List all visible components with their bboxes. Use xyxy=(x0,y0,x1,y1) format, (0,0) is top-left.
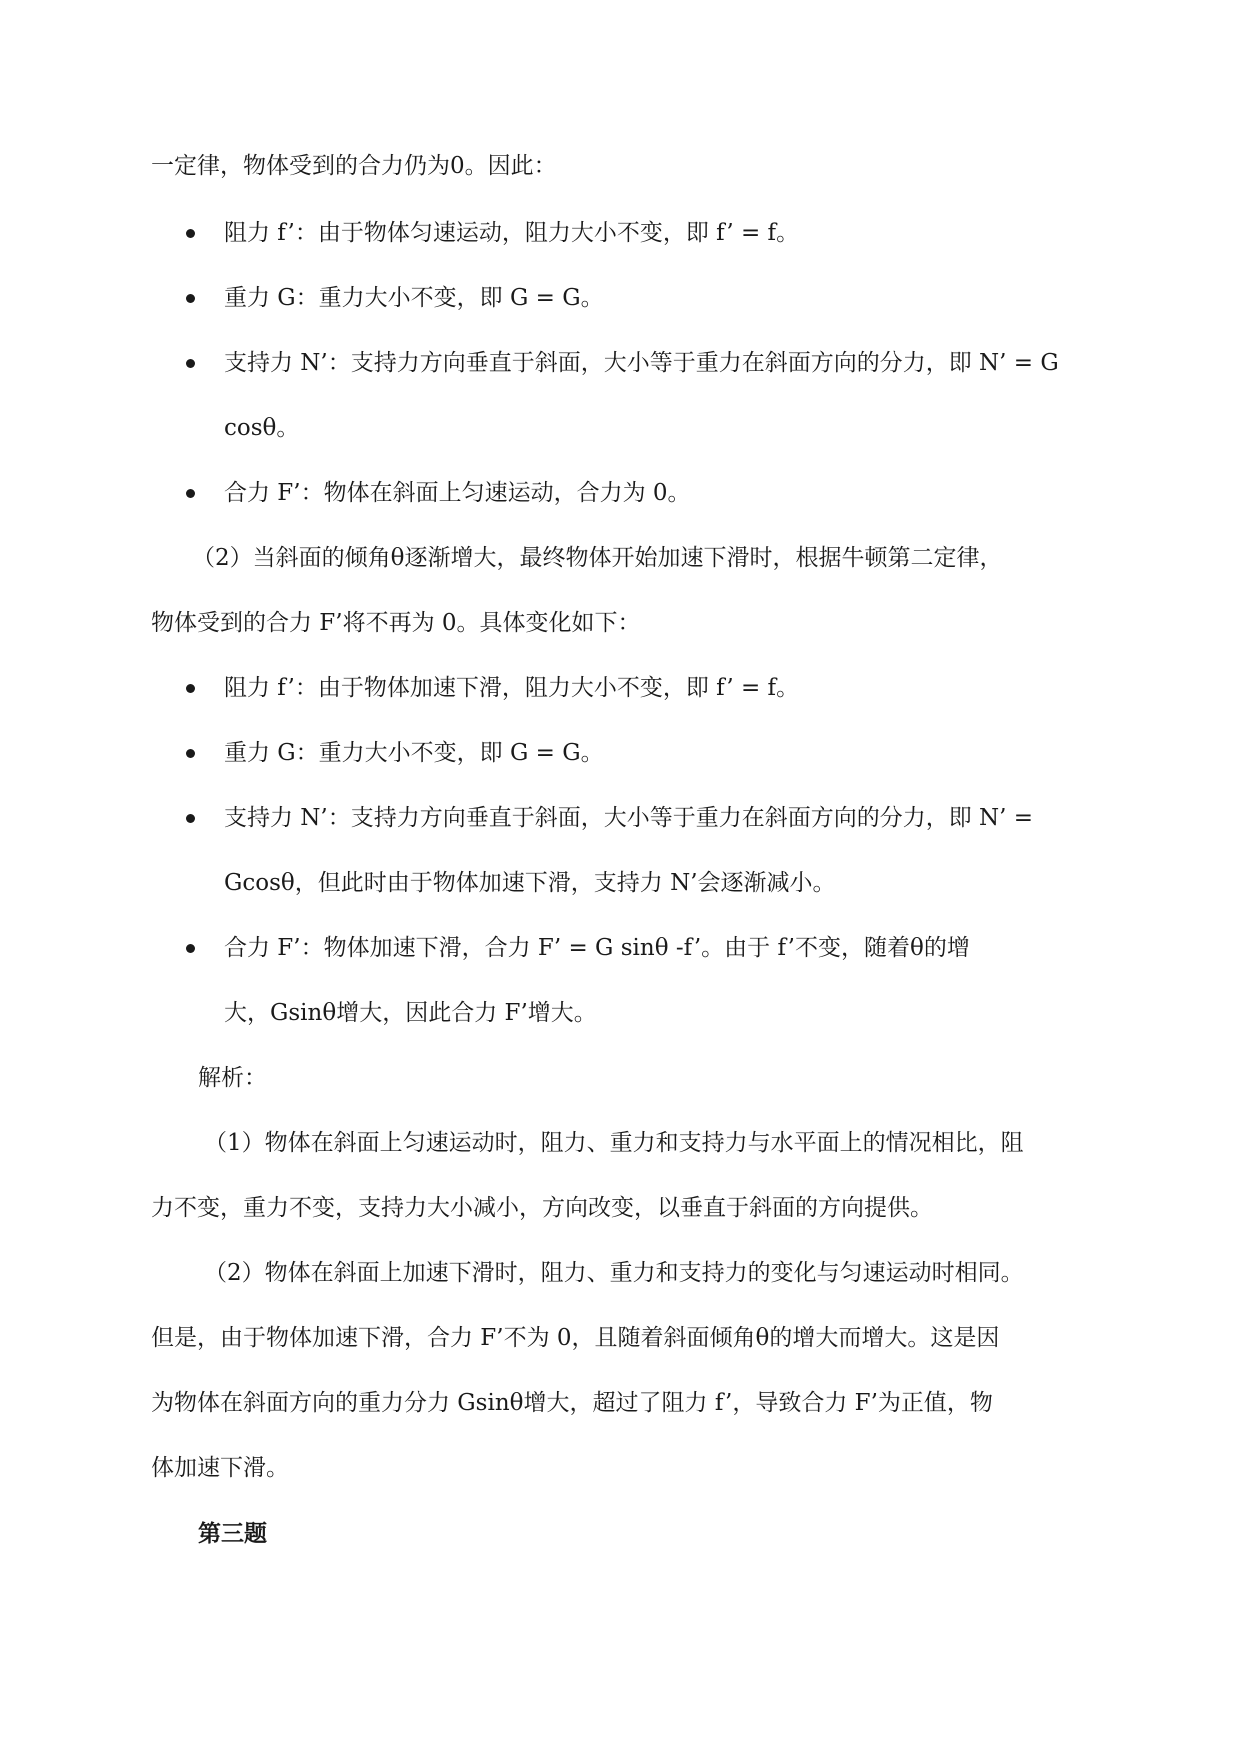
bullet-dot xyxy=(186,229,195,238)
bullet-line: 重力 G：重力大小不变，即 G = G。 xyxy=(224,285,604,311)
bullet-dot xyxy=(186,294,195,303)
paragraph-line: 一定律，物体受到的合力仍为0。因此： xyxy=(151,153,557,179)
bullet-line-continuation: Gcosθ，但此时由于物体加速下滑，支持力 N’会逐渐减小。 xyxy=(224,870,836,896)
paragraph-line: 物体受到的合力 F’将不再为 0。具体变化如下： xyxy=(151,610,641,636)
bullet-dot xyxy=(186,944,195,953)
bullet-line: 重力 G：重力大小不变，即 G = G。 xyxy=(224,740,604,766)
bullet-line: 支持力 N’：支持力方向垂直于斜面，大小等于重力在斜面方向的分力，即 N’ = xyxy=(224,805,1034,831)
paragraph-line: 体加速下滑。 xyxy=(151,1455,289,1481)
bullet-line: 阻力 f’：由于物体匀速运动，阻力大小不变，即 f’ = f。 xyxy=(224,220,800,246)
paragraph-line: 力不变，重力不变，支持力大小减小，方向改变，以垂直于斜面的方向提供。 xyxy=(151,1195,933,1221)
bullet-dot xyxy=(186,814,195,823)
section-heading: 第三题 xyxy=(198,1520,267,1547)
bullet-line: 合力 F’：物体在斜面上匀速运动，合力为 0。 xyxy=(224,480,691,506)
paragraph-line: 但是，由于物体加速下滑，合力 F’不为 0，且随着斜面倾角θ的增大而增大。这是因 xyxy=(151,1325,1000,1351)
bullet-dot xyxy=(186,749,195,758)
paragraph-line: （2）物体在斜面上加速下滑时，阻力、重力和支持力的变化与匀速运动时相同。 xyxy=(204,1260,1024,1286)
bullet-dot xyxy=(186,359,195,368)
bullet-dot xyxy=(186,489,195,498)
analysis-label: 解析： xyxy=(198,1065,267,1091)
bullet-line: 阻力 f’：由于物体加速下滑，阻力大小不变，即 f’ = f。 xyxy=(224,675,800,701)
paragraph-line: 为物体在斜面方向的重力分力 Gsinθ增大，超过了阻力 f’，导致合力 F’为正值，物 xyxy=(151,1390,993,1416)
bullet-line: 合力 F’：物体加速下滑，合力 F’ = G sinθ -f’。由于 f’不变，随着θ的增 xyxy=(224,935,970,961)
bullet-line-continuation: 大，Gsinθ增大，因此合力 F’增大。 xyxy=(224,1000,597,1026)
paragraph-line: （1）物体在斜面上匀速运动时，阻力、重力和支持力与水平面上的情况相比，阻 xyxy=(204,1130,1024,1156)
paragraph-line: （2）当斜面的倾角θ逐渐增大，最终物体开始加速下滑时，根据牛顿第二定律， xyxy=(192,545,1003,571)
bullet-line-continuation: cosθ。 xyxy=(224,415,300,441)
bullet-dot xyxy=(186,684,195,693)
bullet-line: 支持力 N’：支持力方向垂直于斜面，大小等于重力在斜面方向的分力，即 N’ = G xyxy=(224,350,1059,376)
